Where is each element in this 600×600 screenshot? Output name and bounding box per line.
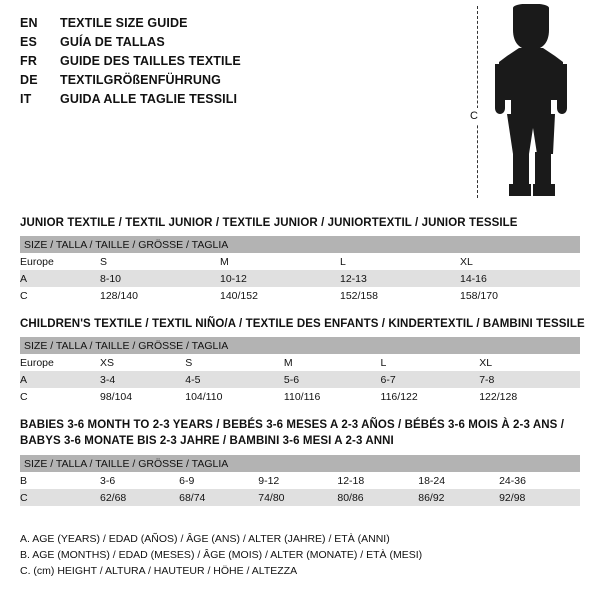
cell: M bbox=[284, 354, 381, 371]
cell: 8-10 bbox=[100, 270, 220, 287]
language-title: GUÍA DE TALLAS bbox=[60, 35, 165, 49]
row-label: B bbox=[20, 472, 100, 489]
cell: 4-5 bbox=[185, 371, 284, 388]
cell: 10-12 bbox=[220, 270, 340, 287]
cell: 68/74 bbox=[179, 489, 258, 506]
language-title: GUIDE DES TAILLES TEXTILE bbox=[60, 54, 241, 68]
table-row bbox=[20, 388, 580, 405]
language-code: IT bbox=[20, 92, 32, 106]
cell: 86/92 bbox=[418, 489, 499, 506]
table-header-label: SIZE / TALLA / TAILLE / GRÖSSE / TAGLIA bbox=[24, 457, 229, 470]
language-code: EN bbox=[20, 16, 38, 30]
cell: 152/158 bbox=[340, 287, 460, 304]
cell: 3-6 bbox=[100, 472, 179, 489]
language-title-list bbox=[20, 14, 440, 109]
cell: 7-8 bbox=[479, 371, 580, 388]
table-header-row bbox=[20, 337, 580, 354]
row-label: C bbox=[20, 388, 100, 405]
cell: 128/140 bbox=[100, 287, 220, 304]
row-label: Europe bbox=[20, 253, 100, 270]
cell: 104/110 bbox=[185, 388, 284, 405]
cell: 9-12 bbox=[258, 472, 337, 489]
language-row bbox=[20, 71, 440, 90]
table-header-label: SIZE / TALLA / TAILLE / GRÖSSE / TAGLIA bbox=[24, 339, 229, 352]
cell: S bbox=[100, 253, 220, 270]
cell: M bbox=[220, 253, 340, 270]
table-row bbox=[20, 253, 580, 270]
child-silhouette-icon bbox=[483, 4, 579, 200]
table-row bbox=[20, 472, 580, 489]
legend-line-b: B. AGE (MONTHS) / EDAD (MESES) / ÂGE (MOIS) / ALTER (MONATE) / ETÀ (MESI) bbox=[20, 549, 423, 561]
language-code: ES bbox=[20, 35, 38, 49]
cell: 12-18 bbox=[337, 472, 418, 489]
language-row bbox=[20, 33, 440, 52]
language-code: DE bbox=[20, 73, 38, 87]
section-title-babies-line2: BABYS 3-6 MONATE BIS 2-3 JAHRE / BAMBINI 3-6 MESI A 2-3 ANNI bbox=[20, 435, 394, 447]
cell: 140/152 bbox=[220, 287, 340, 304]
cell: 122/128 bbox=[479, 388, 580, 405]
junior-size-table bbox=[20, 236, 580, 304]
cell: 6-9 bbox=[179, 472, 258, 489]
row-label: Europe bbox=[20, 354, 100, 371]
table-row bbox=[20, 354, 580, 371]
cell: L bbox=[381, 354, 480, 371]
cell: 80/86 bbox=[337, 489, 418, 506]
language-row bbox=[20, 90, 440, 109]
row-label: C bbox=[20, 287, 100, 304]
children-size-table bbox=[20, 337, 580, 405]
header bbox=[0, 0, 600, 205]
cell: 14-16 bbox=[460, 270, 580, 287]
row-label: A bbox=[20, 371, 100, 388]
height-measure-label: C bbox=[467, 108, 481, 124]
language-title: GUIDA ALLE TAGLIE TESSILI bbox=[60, 92, 238, 106]
language-row bbox=[20, 52, 440, 71]
cell: 3-4 bbox=[100, 371, 185, 388]
cell: 158/170 bbox=[460, 287, 580, 304]
cell: 24-36 bbox=[499, 472, 580, 489]
table-row bbox=[20, 287, 580, 304]
legend-line-a: A. AGE (YEARS) / EDAD (AÑOS) / ÂGE (ANS) / ALTER (JAHRE) / ETÀ (ANNI) bbox=[20, 533, 390, 545]
measurement-figure bbox=[455, 4, 595, 204]
cell: 92/98 bbox=[499, 489, 580, 506]
cell: 116/122 bbox=[381, 388, 480, 405]
table-row bbox=[20, 270, 580, 287]
row-label: A bbox=[20, 270, 100, 287]
height-measure-line bbox=[477, 6, 478, 198]
table-header-row bbox=[20, 236, 580, 253]
section-title-babies-line1: BABIES 3-6 MONTH TO 2-3 YEARS / BEBÉS 3-6 MESES A 2-3 AÑOS / BÉBÉS 3-6 MOIS À 2-3 ANS / bbox=[20, 419, 564, 431]
table-header-row bbox=[20, 455, 580, 472]
section-title-children: CHILDREN'S TEXTILE / TEXTIL NIÑO/A / TEXTILE DES ENFANTS / KINDERTEXTIL / BAMBINI TESSILE bbox=[20, 318, 585, 330]
cell: 74/80 bbox=[258, 489, 337, 506]
language-title: TEXTILGRÖßENFÜHRUNG bbox=[60, 73, 221, 87]
table-row bbox=[20, 489, 580, 506]
language-code: FR bbox=[20, 54, 38, 68]
cell: 98/104 bbox=[100, 388, 185, 405]
row-label: C bbox=[20, 489, 100, 506]
cell: 18-24 bbox=[418, 472, 499, 489]
section-title-junior: JUNIOR TEXTILE / TEXTIL JUNIOR / TEXTILE JUNIOR / JUNIORTEXTIL / JUNIOR TESSILE bbox=[20, 217, 518, 229]
table-row bbox=[20, 371, 580, 388]
cell: XS bbox=[100, 354, 185, 371]
language-row bbox=[20, 14, 440, 33]
language-title: TEXTILE SIZE GUIDE bbox=[60, 16, 188, 30]
cell: 62/68 bbox=[100, 489, 179, 506]
cell: L bbox=[340, 253, 460, 270]
cell: 110/116 bbox=[284, 388, 381, 405]
cell: XL bbox=[479, 354, 580, 371]
legend bbox=[20, 531, 422, 579]
cell: 5-6 bbox=[284, 371, 381, 388]
legend-line-c: C. (cm) HEIGHT / ALTURA / HAUTEUR / HÖHE / ALTEZZA bbox=[20, 565, 298, 577]
cell: 12-13 bbox=[340, 270, 460, 287]
babies-size-table bbox=[20, 455, 580, 506]
cell: 6-7 bbox=[381, 371, 480, 388]
cell: XL bbox=[460, 253, 580, 270]
table-header-label: SIZE / TALLA / TAILLE / GRÖSSE / TAGLIA bbox=[24, 238, 229, 251]
cell: S bbox=[185, 354, 284, 371]
